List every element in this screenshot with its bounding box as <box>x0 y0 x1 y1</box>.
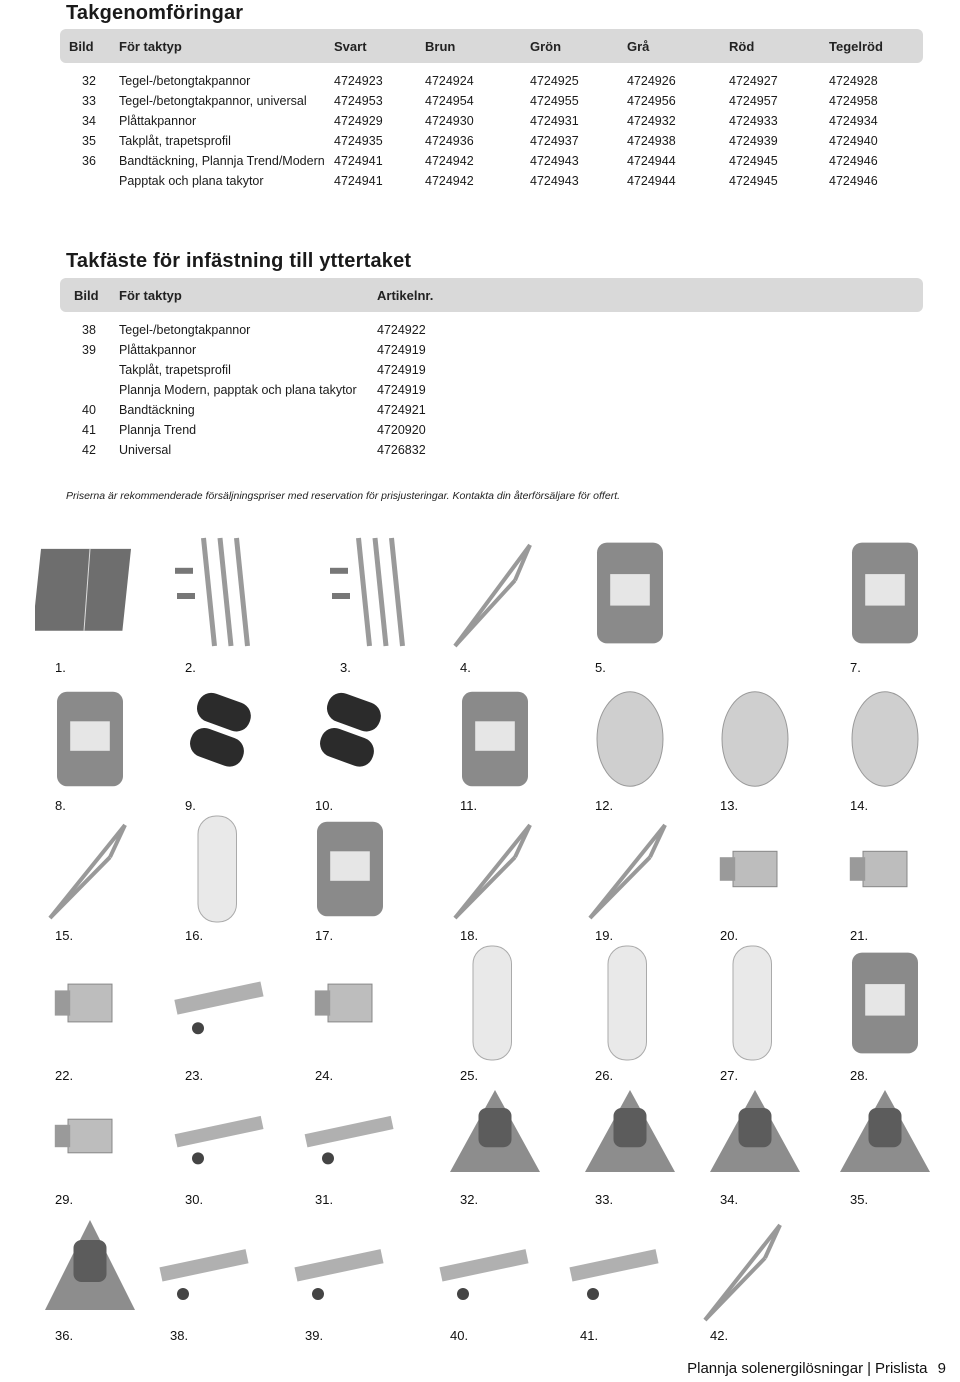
product-number: 4. <box>460 660 471 675</box>
product-number: 26. <box>595 1068 614 1083</box>
cell-tegelrod: 4724946 <box>829 154 878 168</box>
section-title-takfaste: Takfäste för infästning till yttertaket <box>66 250 412 272</box>
cell-gron: 4724955 <box>530 94 579 108</box>
product-number: 1. <box>55 660 66 675</box>
product-image <box>35 1080 145 1192</box>
table-row <box>0 443 960 463</box>
cell-rod: 4724939 <box>729 134 778 148</box>
cell-svart: 4724929 <box>334 114 383 128</box>
product-image <box>440 530 550 656</box>
cell-taktyp: Bandtäckning <box>119 403 195 417</box>
cell-svart: 4724923 <box>334 74 383 88</box>
cell-brun: 4724930 <box>425 114 474 128</box>
table-row <box>0 154 960 174</box>
product-number: 3. <box>340 660 351 675</box>
col-tegelrod: Tegelröd <box>829 39 883 54</box>
product-item <box>440 530 550 678</box>
product-item <box>35 1080 145 1214</box>
table-row <box>0 74 960 94</box>
cell-bild: 33 <box>82 94 96 108</box>
table2-header <box>60 278 923 312</box>
product-number: 28. <box>850 1068 869 1083</box>
product-number: 17. <box>315 928 334 943</box>
product-item <box>320 530 430 678</box>
product-item <box>165 1080 275 1214</box>
cell-rod: 4724933 <box>729 114 778 128</box>
cell-brun: 4724942 <box>425 174 474 188</box>
table-row <box>0 363 960 383</box>
col-taktyp: För taktyp <box>119 39 182 54</box>
table-row <box>0 174 960 194</box>
cell-bild: 41 <box>82 423 96 437</box>
page-footer <box>687 1360 946 1377</box>
product-number: 2. <box>185 660 196 675</box>
product-number: 40. <box>450 1328 469 1343</box>
cell-bild: 42 <box>82 443 96 457</box>
product-item <box>830 680 940 820</box>
product-number: 27. <box>720 1068 739 1083</box>
cell-rod: 4724945 <box>729 174 778 188</box>
product-image <box>165 810 275 928</box>
cell-taktyp: Takplåt, trapetsprofil <box>119 134 231 148</box>
cell-taktyp: Plannja Modern, papptak och plana takytor <box>119 383 357 397</box>
product-item <box>690 1210 800 1352</box>
cell-rod: 4724945 <box>729 154 778 168</box>
cell-tegelrod: 4724934 <box>829 114 878 128</box>
cell-gron: 4724943 <box>530 154 579 168</box>
product-image <box>295 940 405 1066</box>
table-row <box>0 323 960 343</box>
product-image <box>830 1080 940 1192</box>
product-image <box>165 680 275 798</box>
product-number: 38. <box>170 1328 189 1343</box>
product-item <box>165 530 275 678</box>
product-image <box>295 680 405 798</box>
product-image <box>285 1210 395 1330</box>
product-number: 18. <box>460 928 479 943</box>
product-number: 12. <box>595 798 614 813</box>
cell-tegelrod: 4724958 <box>829 94 878 108</box>
cell-bild: 35 <box>82 134 96 148</box>
product-number: 19. <box>595 928 614 943</box>
col-gron: Grön <box>530 39 562 54</box>
cell-brun: 4724936 <box>425 134 474 148</box>
product-item <box>165 810 275 950</box>
col-artikelnr: Artikelnr. <box>377 288 434 303</box>
product-item <box>700 940 810 1088</box>
product-image <box>575 1080 685 1192</box>
product-image <box>700 810 810 928</box>
cell-gra: 4724956 <box>627 94 676 108</box>
cell-gron: 4724931 <box>530 114 579 128</box>
cell-tegelrod: 4724940 <box>829 134 878 148</box>
cell-bild: 38 <box>82 323 96 337</box>
product-item <box>295 940 405 1088</box>
product-image-grid <box>0 530 960 1343</box>
product-image <box>700 680 810 798</box>
product-number: 32. <box>460 1192 479 1207</box>
col-svart: Svart <box>334 39 367 54</box>
col-gra: Grå <box>627 39 650 54</box>
product-number: 20. <box>720 928 739 943</box>
cell-bild: 34 <box>82 114 96 128</box>
product-image <box>830 810 940 928</box>
product-image <box>690 1210 800 1330</box>
cell-gra: 4724938 <box>627 134 676 148</box>
product-item <box>35 1210 145 1352</box>
cell-taktyp: Tegel-/betongtakpannor, universal <box>119 94 307 108</box>
product-item <box>560 1210 670 1352</box>
product-item <box>150 1210 260 1352</box>
product-item <box>35 940 145 1088</box>
product-image <box>440 940 550 1066</box>
product-item <box>575 680 685 820</box>
product-image <box>35 810 145 928</box>
cell-artikelnr: 4720920 <box>377 423 426 437</box>
table1-header <box>60 29 923 63</box>
product-number: 35. <box>850 1192 869 1207</box>
product-number: 9. <box>185 798 196 813</box>
cell-svart: 4724941 <box>334 154 383 168</box>
product-number: 14. <box>850 798 869 813</box>
col-rod: Röd <box>729 39 755 54</box>
cell-taktyp: Tegel-/betongtakpannor <box>119 74 251 88</box>
col-bild: Bild <box>74 288 99 303</box>
product-item <box>285 1210 395 1352</box>
cell-bild: 39 <box>82 343 96 357</box>
product-item <box>830 530 940 678</box>
section-title-takgenomforingar: Takgenomföringar <box>66 2 244 24</box>
product-number: 11. <box>460 798 478 813</box>
product-item <box>430 1210 540 1352</box>
product-image <box>35 530 145 656</box>
cell-taktyp: Bandtäckning, Plannja Trend/Modern <box>119 154 325 168</box>
product-number: 39. <box>305 1328 324 1343</box>
product-number: 30. <box>185 1192 204 1207</box>
product-item <box>35 530 145 678</box>
cell-brun: 4724954 <box>425 94 474 108</box>
product-item <box>830 1080 940 1214</box>
cell-brun: 4724942 <box>425 154 474 168</box>
footer-brand: Plannja solenergilösningar <box>687 1360 864 1377</box>
footer-separator: | <box>867 1360 871 1377</box>
cell-artikelnr: 4726832 <box>377 443 426 457</box>
product-number: 13. <box>720 798 739 813</box>
product-image <box>700 940 810 1066</box>
product-item <box>575 810 685 950</box>
product-image <box>575 530 685 656</box>
product-image <box>830 680 940 798</box>
cell-artikelnr: 4724922 <box>377 323 426 337</box>
cell-gra: 4724944 <box>627 154 676 168</box>
col-brun: Brun <box>425 39 456 54</box>
product-number: 8. <box>55 798 66 813</box>
product-item <box>440 810 550 950</box>
product-item <box>830 810 940 950</box>
product-image <box>560 1210 670 1330</box>
product-image <box>35 1210 145 1330</box>
product-image <box>150 1210 260 1330</box>
col-taktyp: För taktyp <box>119 288 182 303</box>
product-image <box>35 680 145 798</box>
product-image <box>440 810 550 928</box>
product-image <box>575 680 685 798</box>
cell-gron: 4724937 <box>530 134 579 148</box>
product-number: 7. <box>850 660 861 675</box>
product-item <box>295 1080 405 1214</box>
cell-gra: 4724932 <box>627 114 676 128</box>
product-item <box>700 1080 810 1214</box>
table-row <box>0 403 960 423</box>
cell-artikelnr: 4724921 <box>377 403 426 417</box>
cell-artikelnr: 4724919 <box>377 383 426 397</box>
table-row <box>0 114 960 134</box>
product-number: 15. <box>55 928 74 943</box>
product-number: 34. <box>720 1192 739 1207</box>
product-item <box>700 680 810 820</box>
cell-gron: 4724943 <box>530 174 579 188</box>
cell-artikelnr: 4724919 <box>377 363 426 377</box>
product-image <box>165 940 275 1066</box>
product-item <box>575 940 685 1088</box>
product-item <box>575 1080 685 1214</box>
product-number: 22. <box>55 1068 74 1083</box>
table-row <box>0 343 960 363</box>
product-item <box>165 680 275 820</box>
product-number: 25. <box>460 1068 479 1083</box>
product-image <box>830 530 940 656</box>
product-number: 5. <box>595 660 606 675</box>
price-note: Priserna är rekommenderade försäljningspriser med reservation för prisjusteringar. Kontakta din återförsäljare för offert. <box>66 490 621 502</box>
product-item <box>440 1080 550 1214</box>
cell-artikelnr: 4724919 <box>377 343 426 357</box>
cell-taktyp: Tegel-/betongtakpannor <box>119 323 251 337</box>
product-number: 36. <box>55 1328 74 1343</box>
product-image <box>320 530 430 656</box>
cell-rod: 4724927 <box>729 74 778 88</box>
cell-bild: 36 <box>82 154 96 168</box>
product-item <box>440 680 550 820</box>
cell-taktyp: Plåttakpannor <box>119 343 197 357</box>
product-item <box>440 940 550 1088</box>
product-image <box>440 680 550 798</box>
product-image <box>295 1080 405 1192</box>
cell-tegelrod: 4724928 <box>829 74 878 88</box>
product-item <box>35 680 145 820</box>
cell-svart: 4724953 <box>334 94 383 108</box>
table-row <box>0 94 960 114</box>
cell-gron: 4724925 <box>530 74 579 88</box>
product-image <box>700 1080 810 1192</box>
cell-svart: 4724935 <box>334 134 383 148</box>
product-image <box>575 940 685 1066</box>
product-number: 16. <box>185 928 204 943</box>
product-item <box>165 940 275 1088</box>
product-image <box>440 1080 550 1192</box>
product-image <box>575 810 685 928</box>
product-number: 42. <box>710 1328 729 1343</box>
product-number: 10. <box>315 798 334 813</box>
product-number: 41. <box>580 1328 599 1343</box>
footer-doc: Prislista <box>874 1360 928 1377</box>
product-number: 29. <box>55 1192 74 1207</box>
product-image <box>295 810 405 928</box>
product-number: 33. <box>595 1192 614 1207</box>
table-row <box>0 423 960 443</box>
cell-bild: 40 <box>82 403 96 417</box>
product-number: 24. <box>315 1068 334 1083</box>
cell-bild: 32 <box>82 74 96 88</box>
cell-taktyp: Universal <box>119 443 172 457</box>
product-image <box>830 940 940 1066</box>
product-image <box>165 530 275 656</box>
product-image <box>430 1210 540 1330</box>
cell-taktyp: Takplåt, trapetsprofil <box>119 363 231 377</box>
col-bild: Bild <box>69 39 94 54</box>
cell-rod: 4724957 <box>729 94 778 108</box>
product-number: 23. <box>185 1068 204 1083</box>
product-item <box>295 810 405 950</box>
product-image <box>35 940 145 1066</box>
table-row <box>0 383 960 403</box>
cell-taktyp: Plåttakpannor <box>119 114 197 128</box>
cell-brun: 4724924 <box>425 74 474 88</box>
cell-tegelrod: 4724946 <box>829 174 878 188</box>
cell-taktyp: Papptak och plana takytor <box>119 174 264 188</box>
product-item <box>35 810 145 950</box>
cell-taktyp: Plannja Trend <box>119 423 197 437</box>
cell-gra: 4724944 <box>627 174 676 188</box>
table-row <box>0 134 960 154</box>
product-item <box>700 810 810 950</box>
product-number: 31. <box>315 1192 334 1207</box>
cell-svart: 4724941 <box>334 174 383 188</box>
product-number: 21. <box>850 928 869 943</box>
cell-gra: 4724926 <box>627 74 676 88</box>
product-image <box>165 1080 275 1192</box>
product-item <box>575 530 685 678</box>
footer-page-number: 9 <box>937 1360 946 1377</box>
product-item <box>830 940 940 1088</box>
product-item <box>295 680 405 820</box>
